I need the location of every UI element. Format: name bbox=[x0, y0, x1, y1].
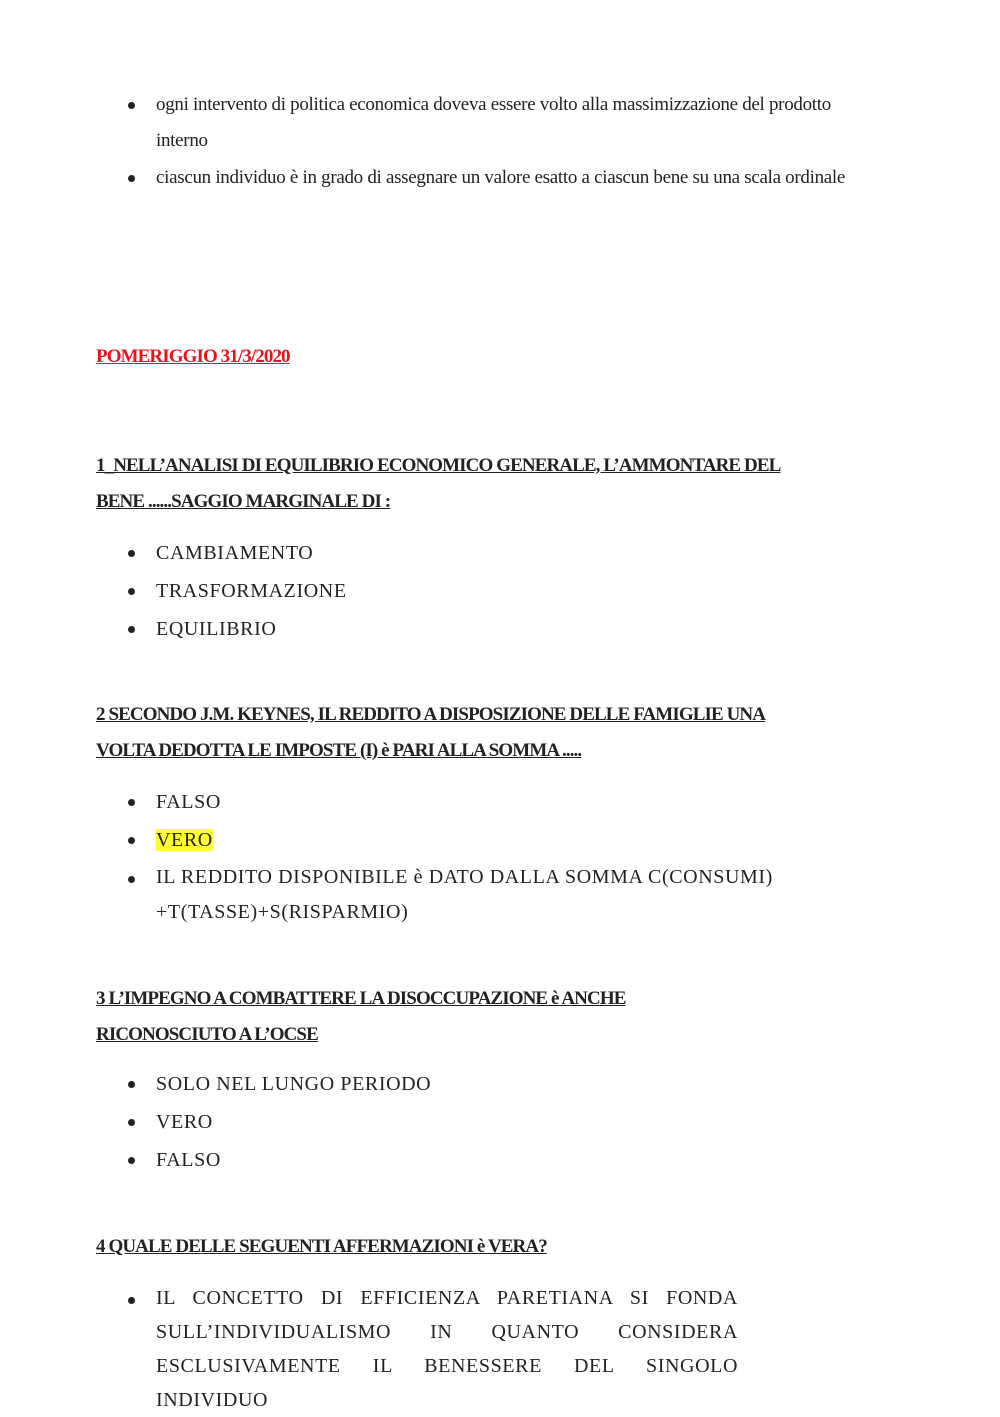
answer-option: IL REDDITO DISPONIBILE è DATO DALLA SOMMA C(CONSUMI) +T(TASSE)+S(RISPARMIO) bbox=[96, 860, 856, 930]
question-3-title bbox=[96, 981, 896, 1053]
answer-option: IL CONCETTO DI EFFICIENZA PARETIANA SI FONDA SULL’INDIVIDUALISMO IN QUANTO CONSIDERA ESCLUSIVAMENTE IL BENESSERE DEL SINGOLO INDIVIDUO bbox=[96, 1281, 738, 1417]
question-2-answers bbox=[96, 783, 876, 930]
list-item: ogni intervento di politica economica doveva essere volto alla massimizzazione del prodotto interno bbox=[96, 87, 876, 159]
answer-option: EQUILIBRIO bbox=[96, 610, 876, 648]
answer-option: FALSO bbox=[96, 1141, 876, 1179]
answer-option: CAMBIAMENTO bbox=[96, 534, 876, 572]
question-title-line: VOLTA DEDOTTA LE IMPOSTE (I) è PARI ALLA SOMMA ..... bbox=[96, 740, 582, 761]
question-2-title bbox=[96, 697, 896, 769]
answer-option-highlighted bbox=[96, 821, 876, 859]
answer-option: TRASFORMAZIONE bbox=[96, 572, 876, 610]
question-1-answers bbox=[96, 534, 876, 648]
question-4-title bbox=[96, 1229, 896, 1265]
question-title-line: 3 L’IMPEGNO A COMBATTERE LA DISOCCUPAZIONE è ANCHE bbox=[96, 988, 626, 1009]
highlighted-answer: VERO bbox=[156, 829, 213, 851]
question-title-line: 2 SECONDO J.M. KEYNES, IL REDDITO A DISPOSIZIONE DELLE FAMIGLIE UNA bbox=[96, 704, 766, 725]
question-title-line: 4 QUALE DELLE SEGUENTI AFFERMAZIONI è VERA? bbox=[96, 1236, 547, 1257]
question-title-line: 1_NELL’ANALISI DI EQUILIBRIO ECONOMICO GENERALE, L’AMMONTARE DEL bbox=[96, 455, 781, 476]
question-3-answers bbox=[96, 1065, 876, 1179]
question-1-title bbox=[96, 448, 896, 520]
answer-option: SOLO NEL LUNGO PERIODO bbox=[96, 1065, 876, 1103]
section-date-heading: POMERIGGIO 31/3/2020 bbox=[96, 346, 290, 367]
question-4-answers bbox=[96, 1281, 876, 1417]
intro-bullet-list bbox=[96, 87, 876, 196]
list-item: ciascun individuo è in grado di assegnare un valore esatto a ciascun bene su una scala ordinale bbox=[96, 160, 876, 196]
question-title-line: RICONOSCIUTO A L’OCSE bbox=[96, 1024, 318, 1045]
answer-option: VERO bbox=[96, 1103, 876, 1141]
question-title-line: BENE ......SAGGIO MARGINALE DI : bbox=[96, 491, 391, 512]
answer-option: FALSO bbox=[96, 783, 876, 821]
